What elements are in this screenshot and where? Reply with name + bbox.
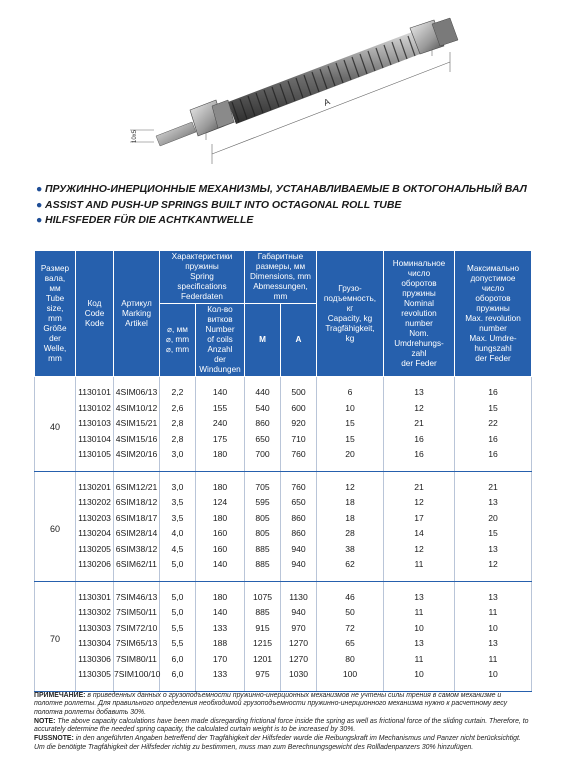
cell-dimension-m: 975 — [245, 667, 281, 691]
dimension-a-label: A — [322, 96, 332, 108]
cell-wire-diameter: 4,5 — [160, 542, 196, 558]
cell-nominal-revolutions: 10 — [384, 621, 455, 637]
header-line: Marking — [121, 308, 152, 318]
header-line: der — [49, 333, 61, 343]
cell-max-revolutions: 16 — [455, 432, 532, 448]
header-line: число — [407, 268, 431, 278]
cell-nominal-revolutions: 21 — [384, 471, 455, 495]
cell-nominal-revolutions: 14 — [384, 526, 455, 542]
cell-article: 6SIM12/21 — [114, 471, 160, 495]
title-ru: ● ПРУЖИННО-ИНЕРЦИОННЫЕ МЕХАНИЗМЫ, УСТАНАВЛИВАЕМЫЕ В ОКТОГОНАЛЬНЫЙ ВАЛ — [36, 182, 556, 198]
cell-dimension-m: 540 — [245, 401, 281, 417]
header-line: of coils — [207, 335, 233, 344]
table-row — [35, 377, 532, 401]
cell-max-revolutions: 22 — [455, 416, 532, 432]
note-de: FUSSNOTE: in den angeführten Angaben betreffend der Tragfähigkeit der Hilfsfeder wurde die Reibungskraft im Mechanismus und Panzer nicht berücksichtigt. Um die benötigte Tragfähigkeit der Hilfsfeder richtig zu bestimmen, muss man zum Berechnungsgewicht des Rollladenpanzers 30% hinzufügen. — [34, 735, 521, 751]
cell-wire-diameter: 3,5 — [160, 511, 196, 527]
cell-dimension-a: 710 — [281, 432, 317, 448]
cell-article: 6SIM38/12 — [114, 542, 160, 558]
cell-article: 4SIM06/13 — [114, 377, 160, 401]
header-line: Tube — [45, 293, 65, 303]
cell-nominal-revolutions: 21 — [384, 416, 455, 432]
cell-tube-size: 70 — [35, 581, 76, 691]
bullet-icon: ● — [36, 214, 43, 226]
table-row — [35, 471, 532, 495]
cell-article: 7SIM100/10 — [114, 667, 160, 691]
header-line: пружины — [402, 288, 436, 298]
header-line: number — [479, 323, 507, 333]
cell-dimension-m: 805 — [245, 511, 281, 527]
cell-code: 1130204 — [76, 526, 114, 542]
cell-tube-size: 40 — [35, 377, 76, 472]
header-nominal-revolutions — [384, 251, 455, 377]
cell-dimension-m: 700 — [245, 447, 281, 471]
table-row — [35, 542, 532, 558]
header-line: Welle, — [43, 343, 67, 353]
cell-max-revolutions: 13 — [455, 636, 532, 652]
header-line: Номинальное — [392, 258, 446, 268]
cell-code: 1130102 — [76, 401, 114, 417]
cell-max-revolutions: 11 — [455, 605, 532, 621]
table-body — [35, 377, 532, 692]
table-row — [35, 667, 532, 691]
cell-dimension-m: 805 — [245, 526, 281, 542]
cell-article: 4SIM15/21 — [114, 416, 160, 432]
cell-max-revolutions: 13 — [455, 542, 532, 558]
header-line: Max. revolution — [465, 313, 521, 323]
cell-dimension-a: 940 — [281, 605, 317, 621]
cell-dimension-a: 970 — [281, 621, 317, 637]
cell-code: 1130201 — [76, 471, 114, 495]
header-line: мм — [49, 283, 61, 293]
header-line: mm — [273, 292, 288, 301]
cell-nominal-revolutions: 11 — [384, 605, 455, 621]
table-row — [35, 557, 532, 581]
header-line: ⌀, мм — [167, 325, 188, 334]
table-row — [35, 636, 532, 652]
cell-max-revolutions: 10 — [455, 621, 532, 637]
cell-dimension-m: 885 — [245, 605, 281, 621]
cell-dimension-a: 1130 — [281, 581, 317, 605]
cell-nominal-revolutions: 13 — [384, 636, 455, 652]
header-line: zahl — [411, 348, 427, 358]
cell-wire-diameter: 6,0 — [160, 667, 196, 691]
cell-coils: 180 — [196, 447, 245, 471]
cell-capacity: 100 — [317, 667, 384, 691]
header-line: пружины — [185, 262, 219, 271]
cell-dimension-a: 1030 — [281, 667, 317, 691]
cell-dimension-a: 940 — [281, 557, 317, 581]
header-line: der Feder — [401, 358, 437, 368]
cell-dimension-a: 760 — [281, 471, 317, 495]
cell-dimension-m: 705 — [245, 471, 281, 495]
cell-coils: 180 — [196, 471, 245, 495]
cell-capacity: 18 — [317, 511, 384, 527]
cell-dimension-m: 860 — [245, 416, 281, 432]
cell-capacity: 72 — [317, 621, 384, 637]
cell-capacity: 38 — [317, 542, 384, 558]
cell-capacity: 46 — [317, 581, 384, 605]
header-line: hungszahl — [474, 343, 512, 353]
cell-dimension-m: 650 — [245, 432, 281, 448]
cell-dimension-a: 860 — [281, 526, 317, 542]
table-row — [35, 526, 532, 542]
header-line: Кол-во — [207, 305, 233, 314]
cell-dimension-a: 760 — [281, 447, 317, 471]
cell-nominal-revolutions: 10 — [384, 667, 455, 691]
cell-wire-diameter: 5,0 — [160, 581, 196, 605]
header-line: Federdaten — [181, 292, 223, 301]
header-line: kg — [345, 333, 355, 343]
cell-capacity: 28 — [317, 526, 384, 542]
header-line: допустимое — [470, 273, 516, 283]
header-spring-specifications — [160, 251, 245, 304]
bullet-icon: ● — [36, 198, 43, 211]
cell-coils: 160 — [196, 542, 245, 558]
cell-max-revolutions: 11 — [455, 652, 532, 668]
cell-code: 1130302 — [76, 605, 114, 621]
header-line: Anzahl — [207, 345, 233, 354]
cell-coils: 155 — [196, 401, 245, 417]
header-line: ⌀, mm — [165, 345, 190, 354]
cell-wire-diameter: 3,0 — [160, 447, 196, 471]
header-line: кг — [346, 303, 354, 313]
table-row — [35, 495, 532, 511]
cell-code: 1130304 — [76, 636, 114, 652]
cell-coils: 140 — [196, 605, 245, 621]
cell-dimension-m: 1215 — [245, 636, 281, 652]
table-row — [35, 511, 532, 527]
cell-dimension-m: 595 — [245, 495, 281, 511]
cell-nominal-revolutions: 11 — [384, 652, 455, 668]
cell-article: 7SIM65/13 — [114, 636, 160, 652]
cell-code: 1130306 — [76, 652, 114, 668]
header-line: оборотов — [401, 278, 437, 288]
table-row — [35, 401, 532, 417]
cell-nominal-revolutions: 16 — [384, 432, 455, 448]
header-line: вала, — [44, 273, 66, 283]
cell-code: 1130205 — [76, 542, 114, 558]
cell-code: 1130303 — [76, 621, 114, 637]
spring-diagram — [120, 8, 460, 178]
header-line: Number — [205, 325, 235, 334]
header-line: Артикул — [121, 298, 152, 308]
cell-max-revolutions: 16 — [455, 377, 532, 401]
cell-dimension-m: 1075 — [245, 581, 281, 605]
cell-coils: 160 — [196, 526, 245, 542]
table-row — [35, 432, 532, 448]
cell-nominal-revolutions: 12 — [384, 495, 455, 511]
cell-coils: 133 — [196, 621, 245, 637]
header-line: Code — [84, 308, 105, 318]
cell-coils: 180 — [196, 511, 245, 527]
header-line: витков — [207, 315, 233, 324]
cell-code: 1130101 — [76, 377, 114, 401]
cell-coils: 240 — [196, 416, 245, 432]
note-ru: ПРИМЕЧАНИЕ: в приведенных данных о грузоподъемности пружинно-инерционных механизмов не учтены силы трения в самом механизме и полотне роллеты. Для правильного определения необходимой грузоподъемности пружинно-инерционного механизма нужно к расчетному весу полотна роллеты добавить 30%. — [34, 692, 508, 716]
cell-code: 1130202 — [76, 495, 114, 511]
header-line: Windungen — [199, 365, 241, 374]
cell-code: 1130305 — [76, 667, 114, 691]
cell-capacity: 65 — [317, 636, 384, 652]
header-line: specifications — [177, 282, 227, 291]
header-line: Kode — [84, 318, 105, 328]
cell-nominal-revolutions: 13 — [384, 581, 455, 605]
cell-coils: 170 — [196, 652, 245, 668]
cell-nominal-revolutions: 13 — [384, 377, 455, 401]
spring-specifications-table — [34, 250, 532, 692]
header-line: ⌀, mm — [165, 335, 190, 344]
header-number-of-coils — [196, 304, 245, 377]
title-en: ● ASSIST AND PUSH-UP SPRINGS BUILT INTO OCTAGONAL ROLL TUBE — [36, 198, 556, 214]
header-line: Код — [87, 298, 102, 308]
cell-article: 4SIM15/16 — [114, 432, 160, 448]
cell-coils: 140 — [196, 377, 245, 401]
cell-dimension-a: 650 — [281, 495, 317, 511]
cell-code: 1130104 — [76, 432, 114, 448]
cell-max-revolutions: 13 — [455, 495, 532, 511]
table-row — [35, 447, 532, 471]
bullet-icon: ● — [36, 183, 43, 195]
cell-capacity: 15 — [317, 416, 384, 432]
header-dimensions — [245, 251, 317, 304]
header-line: размеры, мм — [255, 262, 306, 271]
dimension-size-label: 10x5 — [132, 129, 138, 143]
header-line: mm — [48, 313, 62, 323]
cell-max-revolutions: 10 — [455, 667, 532, 691]
cell-dimension-m: 885 — [245, 557, 281, 581]
header-line: der — [214, 355, 226, 364]
header-dimension-m: M — [245, 304, 281, 377]
header-capacity — [317, 251, 384, 377]
header-code — [76, 251, 114, 377]
cell-max-revolutions: 13 — [455, 581, 532, 605]
cell-dimension-a: 920 — [281, 416, 317, 432]
cell-wire-diameter: 5,5 — [160, 636, 196, 652]
cell-wire-diameter: 2,8 — [160, 432, 196, 448]
header-line: Spring — [190, 272, 214, 281]
section-titles — [36, 182, 556, 229]
cell-nominal-revolutions: 11 — [384, 557, 455, 581]
cell-nominal-revolutions: 12 — [384, 401, 455, 417]
cell-max-revolutions: 15 — [455, 526, 532, 542]
cell-article: 6SIM62/11 — [114, 557, 160, 581]
cell-dimension-a: 1270 — [281, 652, 317, 668]
cell-coils: 140 — [196, 557, 245, 581]
header-tube-size — [35, 251, 76, 377]
cell-max-revolutions: 15 — [455, 401, 532, 417]
cell-code: 1130105 — [76, 447, 114, 471]
header-dimension-a: A — [281, 304, 317, 377]
cell-dimension-a: 860 — [281, 511, 317, 527]
cell-dimension-a: 600 — [281, 401, 317, 417]
cell-nominal-revolutions: 17 — [384, 511, 455, 527]
cell-dimension-a: 500 — [281, 377, 317, 401]
cell-nominal-revolutions: 16 — [384, 447, 455, 471]
cell-coils: 188 — [196, 636, 245, 652]
title-de: ● HILFSFEDER FÜR DIE ACHTKANTWELLE — [36, 213, 556, 229]
header-wire-diameter — [160, 304, 196, 377]
header-line: revolution — [401, 308, 437, 318]
cell-wire-diameter: 5,0 — [160, 557, 196, 581]
cell-dimension-m: 1201 — [245, 652, 281, 668]
cell-max-revolutions: 20 — [455, 511, 532, 527]
header-line: Nominal — [403, 298, 435, 308]
cell-coils: 133 — [196, 667, 245, 691]
cell-max-revolutions: 21 — [455, 471, 532, 495]
cell-wire-diameter: 2,2 — [160, 377, 196, 401]
header-line: der Feder — [475, 353, 511, 363]
header-line: Максимально — [466, 263, 520, 273]
header-line: Artikel — [125, 318, 148, 328]
header-line: число — [481, 283, 505, 293]
cell-max-revolutions: 16 — [455, 447, 532, 471]
cell-nominal-revolutions: 12 — [384, 542, 455, 558]
cell-tube-size: 60 — [35, 471, 76, 581]
cell-article: 6SIM18/17 — [114, 511, 160, 527]
header-article — [114, 251, 160, 377]
cell-coils: 180 — [196, 581, 245, 605]
header-line: Грузо- — [338, 283, 362, 293]
cell-capacity: 15 — [317, 432, 384, 448]
cell-article: 4SIM20/16 — [114, 447, 160, 471]
cell-wire-diameter: 6,0 — [160, 652, 196, 668]
cell-wire-diameter: 5,0 — [160, 605, 196, 621]
header-line: Größe — [43, 323, 67, 333]
cell-capacity: 50 — [317, 605, 384, 621]
header-max-revolutions — [455, 251, 532, 377]
cell-dimension-a: 1270 — [281, 636, 317, 652]
header-line: оборотов — [475, 293, 511, 303]
cell-article: 6SIM28/14 — [114, 526, 160, 542]
header-line: Размер — [40, 263, 70, 273]
note-en: NOTE: The above capacity calculations have been made disregarding frictional force inside the spring as well as frictional force of the sliding curtain. Therefore, to accurately determine the needed spring capacity, the calculated curtain weight is to be increased by 30%. — [34, 717, 529, 734]
cell-capacity: 6 — [317, 377, 384, 401]
cell-capacity: 10 — [317, 401, 384, 417]
footnotes — [34, 692, 531, 753]
cell-code: 1130203 — [76, 511, 114, 527]
cell-code: 1130103 — [76, 416, 114, 432]
table-row — [35, 416, 532, 432]
header-line: mm — [48, 353, 62, 363]
cell-dimension-m: 440 — [245, 377, 281, 401]
cell-article: 7SIM46/13 — [114, 581, 160, 605]
cell-capacity: 80 — [317, 652, 384, 668]
header-line: Umdrehungs- — [394, 338, 444, 348]
header-line: пружины — [476, 303, 510, 313]
cell-wire-diameter: 3,5 — [160, 495, 196, 511]
cell-coils: 175 — [196, 432, 245, 448]
header-line: Nom. — [409, 328, 429, 338]
cell-max-revolutions: 12 — [455, 557, 532, 581]
header-line: Abmessungen, — [253, 282, 308, 291]
table-row — [35, 605, 532, 621]
cell-wire-diameter: 4,0 — [160, 526, 196, 542]
cell-wire-diameter: 2,8 — [160, 416, 196, 432]
cell-wire-diameter: 3,0 — [160, 471, 196, 495]
header-line: Габаритные — [257, 252, 304, 261]
header-line: Dimensions, mm — [250, 272, 311, 281]
cell-capacity: 20 — [317, 447, 384, 471]
header-line: size, — [46, 303, 64, 313]
header-line: Capacity, kg — [327, 313, 373, 323]
cell-wire-diameter: 2,6 — [160, 401, 196, 417]
header-line: Max. Umdre- — [469, 333, 517, 343]
cell-code: 1130206 — [76, 557, 114, 581]
cell-article: 7SIM50/11 — [114, 605, 160, 621]
cell-wire-diameter: 5,5 — [160, 621, 196, 637]
cell-capacity: 62 — [317, 557, 384, 581]
header-line: подъемность, — [323, 293, 377, 303]
table-row — [35, 652, 532, 668]
cell-dimension-a: 940 — [281, 542, 317, 558]
cell-dimension-m: 915 — [245, 621, 281, 637]
cell-code: 1130301 — [76, 581, 114, 605]
cell-capacity: 18 — [317, 495, 384, 511]
cell-coils: 124 — [196, 495, 245, 511]
header-line: number — [405, 318, 433, 328]
table-row — [35, 581, 532, 605]
cell-article: 4SIM10/12 — [114, 401, 160, 417]
header-line: Tragfähigkeit, — [325, 323, 375, 333]
cell-capacity: 12 — [317, 471, 384, 495]
cell-article: 7SIM80/11 — [114, 652, 160, 668]
cell-dimension-m: 885 — [245, 542, 281, 558]
cell-article: 6SIM18/12 — [114, 495, 160, 511]
table-row — [35, 621, 532, 637]
header-line: Характеристики — [171, 252, 233, 261]
cell-article: 7SIM72/10 — [114, 621, 160, 637]
